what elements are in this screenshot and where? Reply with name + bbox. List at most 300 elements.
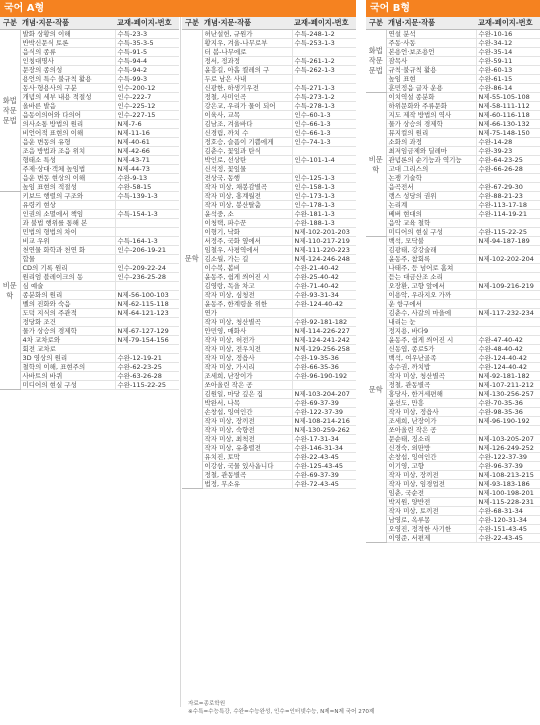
table-row — [0, 264, 179, 273]
table-row — [182, 246, 356, 255]
table-row — [182, 102, 356, 111]
work-cell: 윤흥길, 아홉 켤레의 구 — [202, 66, 292, 75]
work-cell: 미디어의 현실 구성 — [20, 381, 115, 390]
table-row — [366, 264, 540, 273]
work-cell: 이영준, 서편제 — [386, 534, 476, 543]
table-row — [366, 336, 540, 345]
work-cell: 윤동주, 쉽게 씌어진 시 — [202, 273, 292, 282]
table-row — [0, 327, 179, 336]
location-cell: 수완-92-181-182 — [292, 318, 356, 327]
work-cell: 음곡전서 — [386, 183, 476, 192]
location-cell: 수완-71-40-42 — [292, 282, 356, 291]
table-row — [182, 111, 356, 120]
work-cell: 윤동주, 참회록 — [386, 255, 476, 264]
location-cell: N제-130-259-262 — [292, 426, 356, 435]
work-cell: 손창섭, 잉여인간 — [386, 453, 476, 462]
work-cell: 과 불법 행위를 통해 본 — [20, 219, 115, 228]
table-row — [0, 372, 179, 381]
table-row — [0, 147, 179, 156]
table-row — [366, 75, 540, 84]
work-cell: 본용언·보조용언 — [386, 48, 476, 57]
work-cell: 철학의 이해, 표현주의 — [20, 363, 115, 372]
location-cell: N제-117-232-234 — [476, 309, 540, 318]
work-cell: 조음 방법과 조음 위치 — [20, 147, 115, 156]
table-row — [0, 273, 179, 282]
category-cell: 비문학 — [366, 93, 386, 237]
table-row — [0, 138, 179, 147]
table-row — [182, 282, 356, 291]
table-row — [182, 48, 356, 57]
work-cell: 김소월, 가는 길 — [202, 255, 292, 264]
column-header-cat: 구분 — [182, 17, 202, 30]
location-cell: N제-79-154-156 — [115, 336, 179, 345]
work-cell: 주동·사동 — [386, 39, 476, 48]
work-cell: 홍당사, 한거세편해 — [386, 390, 476, 399]
table-row — [0, 219, 179, 228]
work-cell: 음동이의어와 다의어 — [20, 111, 115, 120]
table-row — [366, 471, 540, 480]
table-row — [366, 156, 540, 165]
work-cell: 원리엄 블레이크의 동 — [20, 273, 115, 282]
work-cell: 이수복, 봄비 — [202, 264, 292, 273]
work-cell: 정철, 사미인곡 — [202, 93, 292, 102]
work-cell: 지도 제작 방법의 역사 — [386, 111, 476, 120]
work-cell: 신경숙, 외딴방 — [386, 444, 476, 453]
table-row — [182, 381, 356, 390]
work-cell: 정호승, 슬픔이 기쁨에게 — [202, 138, 292, 147]
work-cell: 음운 변동 현상의 이해 — [20, 174, 115, 183]
work-cell: 터 봄-나무에로 — [202, 48, 292, 57]
table-row — [182, 417, 356, 426]
location-cell: 수완-17-31-34 — [292, 435, 356, 444]
work-cell: 높임 표현 — [386, 75, 476, 84]
table-row — [182, 174, 356, 183]
location-cell: 수특-273-1-2 — [292, 93, 356, 102]
location-cell: 수완-62-23-25 — [115, 363, 179, 372]
location-cell: 수완-98-35-36 — [476, 408, 540, 417]
location-cell — [476, 327, 540, 336]
location-cell: N제-94-187-189 — [476, 237, 540, 246]
location-cell: 인수-173-1-3 — [292, 192, 356, 201]
table-row — [182, 480, 356, 489]
location-cell: 수완-48-40-42 — [476, 345, 540, 354]
table-row — [0, 39, 179, 48]
location-cell: 수완-34-12 — [476, 39, 540, 48]
table-row — [182, 210, 356, 219]
column-header-loc: 교재-페이지-번호 — [115, 17, 179, 30]
work-cell: 김춘수, 꽃잎과 탄식 — [202, 147, 292, 156]
table-row — [366, 408, 540, 417]
work-cell: 작자 미상, 홍계월전 — [202, 192, 292, 201]
table-row — [366, 39, 540, 48]
table-row — [0, 354, 179, 363]
work-cell: 작자 미상, 정읍사 — [386, 408, 476, 417]
location-cell — [115, 201, 179, 210]
work-cell: 윤선도, 만흥 — [386, 399, 476, 408]
location-cell: 수완-59-11 — [476, 57, 540, 66]
location-cell: N제-43-71 — [115, 156, 179, 165]
table-row — [366, 237, 540, 246]
location-cell: 수완-70-35-36 — [476, 399, 540, 408]
work-cell: 뮤지컬의 원리 — [386, 129, 476, 138]
column-header-work: 개념·지문·작품 — [202, 17, 292, 30]
table-row — [182, 300, 356, 309]
table-row — [182, 228, 356, 237]
column-header-loc: 교재-페이지-번호 — [476, 17, 540, 30]
location-cell: 수완-39-23 — [476, 147, 540, 156]
work-cell: 신석정, 꽃잎물 — [202, 165, 292, 174]
location-cell — [115, 318, 179, 327]
curriculum-table — [0, 17, 179, 390]
table-row — [182, 120, 356, 129]
table-row — [366, 354, 540, 363]
work-cell: 이용악, 우라지오 가까 — [386, 291, 476, 300]
work-cell: 안민영, 매화사 — [202, 327, 292, 336]
work-cell: 이강삼, 국물 있사옵니다 — [202, 462, 292, 471]
panel-a-divider — [180, 17, 181, 707]
location-cell: 수완-122-37-39 — [292, 408, 356, 417]
table-row — [182, 147, 356, 156]
work-cell: 음운 변동의 유형 — [20, 138, 115, 147]
work-cell: 미디어의 현실 구성 — [386, 228, 476, 237]
table-row — [182, 84, 356, 93]
work-cell: 쏘아올린 작은 공 — [202, 381, 292, 390]
table-row — [182, 138, 356, 147]
location-cell: 인수-236-25-28 — [115, 273, 179, 282]
table-row — [182, 39, 356, 48]
location-cell: 수완-67-29-30 — [476, 183, 540, 192]
location-cell: N제-115-228-231 — [476, 498, 540, 507]
table-row — [182, 408, 356, 417]
table-row — [366, 102, 540, 111]
table-row — [366, 381, 540, 390]
work-cell: 내리는 눈 — [386, 318, 476, 327]
location-cell: N제-56-100-103 — [115, 291, 179, 300]
work-cell: 회전 교차로 — [20, 345, 115, 354]
location-cell: 인수-74-1-3 — [292, 138, 356, 147]
curriculum-table — [182, 17, 356, 489]
table-row — [366, 399, 540, 408]
location-cell — [292, 147, 356, 156]
location-cell — [476, 426, 540, 435]
work-cell: 나태주, 등 넘어로 홈쳐 — [386, 264, 476, 273]
work-cell: 비언어적 표현의 이해 — [20, 129, 115, 138]
category-cell: 비문학 — [0, 192, 20, 390]
work-cell: 도덕 지식의 주관적 — [20, 309, 115, 318]
work-cell: 이치역설 종분화 — [386, 93, 476, 102]
location-cell: 인수-209-22-24 — [115, 264, 179, 273]
location-cell: 수완-66-35-36 — [292, 363, 356, 372]
table-row — [0, 57, 179, 66]
location-cell — [292, 165, 356, 174]
table-header-row — [182, 17, 356, 30]
work-cell: 논쟁 기술학 — [386, 174, 476, 183]
table-row — [366, 183, 540, 192]
table-row — [182, 237, 356, 246]
table-row — [366, 138, 540, 147]
work-cell: 송수권, 까치밥 — [386, 363, 476, 372]
location-cell: N제-124-241-242 — [292, 336, 356, 345]
location-cell: N제-67-127-129 — [115, 327, 179, 336]
table-row — [0, 318, 179, 327]
location-cell: 수완-19-35-36 — [292, 354, 356, 363]
table-row — [182, 462, 356, 471]
table-row — [366, 228, 540, 237]
work-cell: 관념론의 순기능과 역기능 — [386, 156, 476, 165]
location-cell: N제-55-105-108 — [476, 93, 540, 102]
table-row — [0, 156, 179, 165]
location-cell: N제-7-6 — [115, 120, 179, 129]
location-cell: 수완-181-1-3 — [292, 210, 356, 219]
location-cell: 수완-47-40-42 — [476, 336, 540, 345]
location-cell — [476, 174, 540, 183]
work-cell: 두로 남은 사내 — [202, 75, 292, 84]
work-cell: 심 예술 — [20, 282, 115, 291]
table-row — [182, 264, 356, 273]
work-cell: 이형기, 낙화 — [202, 228, 292, 237]
work-cell: 임철우, 사평역에서 — [202, 246, 292, 255]
table-row — [0, 84, 179, 93]
work-cell: 비교 우위 — [20, 237, 115, 246]
work-cell: 박인로, 선상탄 — [202, 156, 292, 165]
table-row — [366, 318, 540, 327]
table-row — [182, 219, 356, 228]
work-cell: 박지원, 양반전 — [386, 498, 476, 507]
table-row — [182, 291, 356, 300]
work-cell: 작자 미상, 심청전 — [202, 291, 292, 300]
location-cell: 수완-25-40-42 — [292, 273, 356, 282]
table-row — [0, 309, 179, 318]
location-cell: N제-110-217-219 — [292, 237, 356, 246]
table-row — [0, 30, 179, 39]
table-row — [366, 201, 540, 210]
location-cell: 인수-101-1-4 — [292, 156, 356, 165]
table-row — [366, 111, 540, 120]
table-row — [366, 534, 540, 543]
work-cell: 백석, 여우난골족 — [386, 354, 476, 363]
location-cell: 수완-68-31-34 — [476, 507, 540, 516]
location-cell: N제-62-115-118 — [115, 300, 179, 309]
table-row — [0, 66, 179, 75]
location-cell: 수특-91-5 — [115, 48, 179, 57]
location-cell: N제-129-256-258 — [292, 345, 356, 354]
location-cell: 수특-164-1-3 — [115, 237, 179, 246]
work-cell: 오장환, 고향 앞에서 — [386, 282, 476, 291]
table-row — [0, 48, 179, 57]
location-cell — [476, 300, 540, 309]
location-cell: 수완-35-14 — [476, 48, 540, 57]
location-cell: 수특-248-1-2 — [292, 30, 356, 39]
work-cell: 윤동주, 한계령을 위한 — [202, 300, 292, 309]
work-cell: 문장의 종의성 — [20, 66, 115, 75]
panel-a-title: 국어 A형 — [0, 0, 356, 17]
table-row — [182, 327, 356, 336]
location-cell: 수특-262-1-3 — [292, 66, 356, 75]
work-cell: 고대 그리스의 — [386, 165, 476, 174]
work-cell: 신광한, 하생기우전 — [202, 84, 292, 93]
work-cell: 윤석중, 소 — [202, 210, 292, 219]
location-cell: 수완-115-22-25 — [476, 228, 540, 237]
location-cell: N제-107-211-212 — [476, 381, 540, 390]
table-row — [366, 435, 540, 444]
work-cell: 작자 미상, 봉산탈춤 — [202, 201, 292, 210]
work-cell: 정철, 관동별곡 — [202, 471, 292, 480]
work-cell: 유령키 현상 — [20, 201, 115, 210]
location-cell: 수완-22-43-45 — [292, 453, 356, 462]
table-row — [366, 174, 540, 183]
location-cell: 인수-66-1-3 — [292, 129, 356, 138]
location-cell: 수완-124-40-42 — [292, 300, 356, 309]
work-cell: 종분화의 원리 — [20, 291, 115, 300]
work-cell: 훈민정음 글자 운용 — [386, 84, 476, 93]
location-cell: N제-92-181-182 — [476, 372, 540, 381]
category-cell: 화법 작문 문법 — [366, 30, 386, 93]
location-cell: 수완-96-37-39 — [476, 462, 540, 471]
column-header-cat: 구분 — [366, 17, 386, 30]
location-cell: N제-96-190-192 — [476, 417, 540, 426]
work-cell: 용언의 특수 불규칙 활용 — [20, 75, 115, 84]
location-cell: 수완-60-13 — [476, 66, 540, 75]
work-cell: 작자 미상, 전우치전 — [202, 345, 292, 354]
location-cell: N제-109-216-219 — [476, 282, 540, 291]
location-cell — [292, 381, 356, 390]
table-row — [0, 183, 179, 192]
location-cell: N제-44-73 — [115, 165, 179, 174]
table-row — [366, 66, 540, 75]
location-cell: 수완-61-15 — [476, 75, 540, 84]
table-row — [182, 390, 356, 399]
location-cell — [476, 246, 540, 255]
work-cell: 물가 상승의 경제학 — [386, 120, 476, 129]
work-cell: 손창섭, 잉여인간 — [202, 408, 292, 417]
table-row — [182, 363, 356, 372]
work-cell: 소화의 과정 — [386, 138, 476, 147]
work-cell: 작자 미상, 가시리 — [202, 363, 292, 372]
work-cell: 조세희, 난장이가 — [202, 372, 292, 381]
location-cell: N제-60-116-118 — [476, 111, 540, 120]
work-cell: 반박신문식 토론 — [20, 39, 115, 48]
location-cell — [292, 75, 356, 84]
column-header-loc: 교재-페이지-번호 — [292, 17, 356, 30]
table-row — [182, 309, 356, 318]
location-cell: 수특-154-1-3 — [115, 210, 179, 219]
location-cell — [476, 291, 540, 300]
location-cell: N제-11-16 — [115, 129, 179, 138]
source-note: 자료=종로학원 — [188, 701, 226, 707]
table-row — [366, 291, 540, 300]
location-cell: 수완-120-31-34 — [476, 516, 540, 525]
location-cell — [476, 318, 540, 327]
work-cell: 남영로, 옥루몽 — [386, 516, 476, 525]
table-row — [366, 165, 540, 174]
location-cell: 수특-261-1-2 — [292, 57, 356, 66]
table-row — [182, 273, 356, 282]
location-cell: N제-40-61 — [115, 138, 179, 147]
abbreviation-note: ※수특=수능특강, 수완=수능완성, 인수=인터넷수능, N제=N제 국어 270제 — [188, 709, 375, 715]
location-cell: 수완-63-26-28 — [115, 372, 179, 381]
location-cell: 수완-122-37-39 — [476, 453, 540, 462]
location-cell: N제-126-249-252 — [476, 444, 540, 453]
table-row — [182, 471, 356, 480]
table-row — [0, 120, 179, 129]
location-cell: 인수-200-12 — [115, 84, 179, 93]
table-row — [366, 255, 540, 264]
table-row — [366, 219, 540, 228]
location-cell: 수완-86-14 — [476, 84, 540, 93]
work-cell: 하위문화와 주류문화 — [386, 102, 476, 111]
table-row — [366, 300, 540, 309]
work-cell: 최저임금제와 딜레마 — [386, 147, 476, 156]
work-cell: 연가 — [202, 309, 292, 318]
column-header-work: 개념·지문·작품 — [386, 17, 476, 30]
work-cell: 문순태, 징소리 — [386, 435, 476, 444]
work-cell: 임춘, 국순전 — [386, 489, 476, 498]
location-cell: 인수-178-1-3 — [292, 201, 356, 210]
location-cell: N제-100-198-201 — [476, 489, 540, 498]
location-cell — [115, 255, 179, 264]
location-cell — [476, 219, 540, 228]
work-cell: 베버 현대의 — [386, 210, 476, 219]
location-cell: 수특-94-2 — [115, 66, 179, 75]
location-cell — [292, 309, 356, 318]
table-row — [366, 489, 540, 498]
table-row — [182, 192, 356, 201]
work-cell: 음식의 종류 — [20, 48, 115, 57]
work-cell: 작자 미상, 청산별곡 — [202, 318, 292, 327]
table-row — [366, 30, 540, 39]
work-cell: 주제·상대·객체 높임법 — [20, 165, 115, 174]
table-row — [0, 282, 179, 291]
table-row — [0, 111, 179, 120]
work-cell: 유치진, 토막 — [202, 453, 292, 462]
table-row — [182, 30, 356, 39]
location-cell: 수완-114-19-21 — [476, 210, 540, 219]
location-cell: N제-75-148-150 — [476, 129, 540, 138]
location-cell: 수완-93-31-34 — [292, 291, 356, 300]
table-row — [366, 417, 540, 426]
table-row — [182, 93, 356, 102]
location-cell: 수완-58-15 — [115, 183, 179, 192]
table-row — [182, 453, 356, 462]
table-row — [366, 516, 540, 525]
location-cell: N제-102-201-203 — [292, 228, 356, 237]
location-cell: 인수-227-15 — [115, 111, 179, 120]
table-row — [366, 129, 540, 138]
work-cell: 정철, 관동별곡 — [386, 381, 476, 390]
work-cell: 물가 상승의 경제학 — [20, 327, 115, 336]
work-cell: 이기영, 고향 — [386, 462, 476, 471]
table-row — [182, 156, 356, 165]
work-cell: 작자 미상, 채봉감별곡 — [202, 183, 292, 192]
work-cell: 작자 미상, 장끼전 — [202, 417, 292, 426]
location-cell: N제-130-256-257 — [476, 390, 540, 399]
work-cell: 정지용, 바다9 — [386, 327, 476, 336]
location-cell: 수특-278-1-3 — [292, 102, 356, 111]
table-row — [366, 444, 540, 453]
table-row — [0, 336, 179, 345]
table-row — [0, 93, 179, 102]
location-cell: 수완-10-16 — [476, 30, 540, 39]
work-cell: 이육사, 교목 — [202, 111, 292, 120]
work-cell: 김춘수, 사갈의 마을에 — [386, 309, 476, 318]
work-cell: CD의 기록 원리 — [20, 264, 115, 273]
work-cell: 백석, 모닥불 — [386, 237, 476, 246]
location-cell: 수완-21-40-42 — [292, 264, 356, 273]
work-cell: 올바른 발음 — [20, 102, 115, 111]
work-cell: 김광태, 강강술래 — [386, 246, 476, 255]
table-row — [366, 192, 540, 201]
table-row — [0, 237, 179, 246]
